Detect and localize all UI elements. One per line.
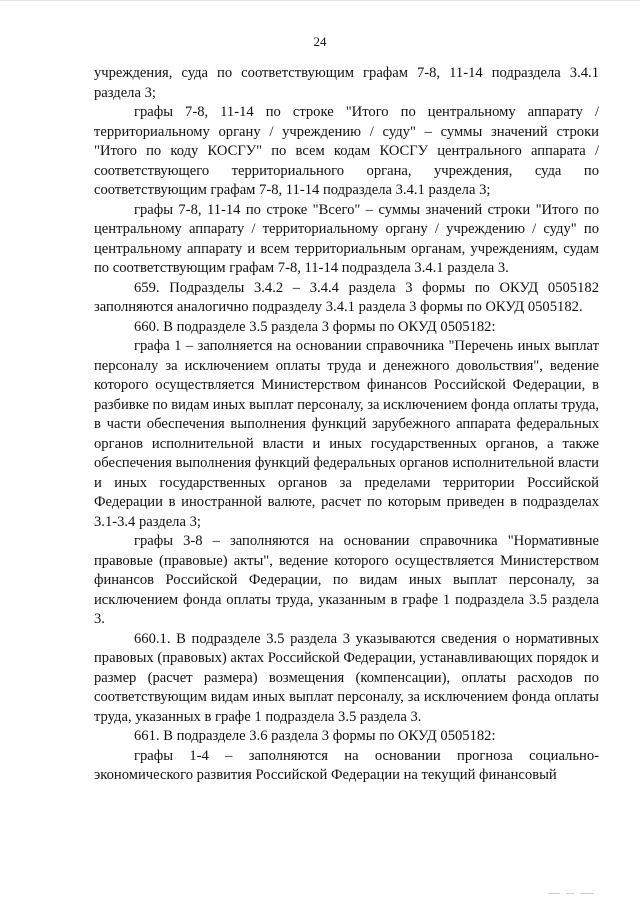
paragraph-item-661: 661. В подразделе 3.6 раздела 3 формы по ОКУД 0505182: xyxy=(134,728,496,744)
scan-artifact xyxy=(548,884,608,888)
paragraph-item-660: 660. В подразделе 3.5 раздела 3 формы по ОКУД 0505182: xyxy=(134,318,496,335)
paragraph: графы 1-4 – заполняются на основании прогноза социально-экономического развития Российской Федерации на текущий финансовый xyxy=(94,747,599,783)
paragraph: графа 1 – заполняется на основании справочника "Перечень иных выплат персоналу за исключением оплаты труда и денежного довольствия", ведение которого осуществляется Министерством финансов Российской Федерации, в разбивке по видам иных выплат персоналу, за исключением фонда оплаты труда, в части обеспечения выполнения функций зарубежного аппарата федеральных органов исполнительной власти и иных государственных органов, а также обеспечения выполнения функций федеральных органов исполнительной власти и иных государственных органов за пределами территории Российской Федерации в иностранной валюте, расчет по которым приведен в подразделах 3.1-3.4 раздела 3; xyxy=(94,338,599,530)
top-divider xyxy=(0,0,640,1)
paragraph: графы 7-8, 11-14 по строке "Итого по центральному аппарату / территориальному органу / учреждению / суду" – суммы значений строки "Итого по коду КОСГУ" по всем кодам КОСГУ центрального аппарата / соответствующего территориального органа, учреждения, суда по соответствующим графам 7-8, 11-14 подраздела 3.4.1 раздела 3; xyxy=(94,104,599,198)
paragraph-continuation: учреждения, суда по соответствующим графам 7-8, 11-14 подраздела 3.4.1 раздела 3; xyxy=(94,65,599,101)
document-body xyxy=(94,64,599,786)
page-number: 24 xyxy=(313,34,327,49)
paragraph: графы 3-8 – заполняются на основании справочника "Нормативные правовые (правовые) акты", ведение которого осуществляется Министерством финансов Российской Федерации, по видам иных выплат персоналу, за исключением фонда оплаты труда, указанным в графе 1 подраздела 3.5 раздела 3. xyxy=(94,533,599,627)
paragraph: графы 7-8, 11-14 по строке "Всего" – суммы значений строки "Итого по центральному аппарату / территориальному органу / учреждению / суду" по центральному аппарату и всем территориальным органам, учреждениям, судам по соответствующим графам 7-8, 11-14 подраздела 3.4.1 раздела 3. xyxy=(94,201,599,276)
paragraph-item-660-1: 660.1. В подразделе 3.5 раздела 3 указываются сведения о нормативных правовых (правовых) актах Российской Федерации, устанавливающих порядок и размер (расчет размера) возмещения (компенсации), оплаты расходов по соответствующим видам иных выплат персоналу, за исключением фонда оплаты труда, указанных в графе 1 подраздела 3.5 раздела 3. xyxy=(94,630,599,725)
paragraph-item-659: 659. Подразделы 3.4.2 – 3.4.4 раздела 3 формы по ОКУД 0505182 заполняются аналогично подразделу 3.4.1 раздела 3 формы по ОКУД 0505182. xyxy=(94,279,599,315)
